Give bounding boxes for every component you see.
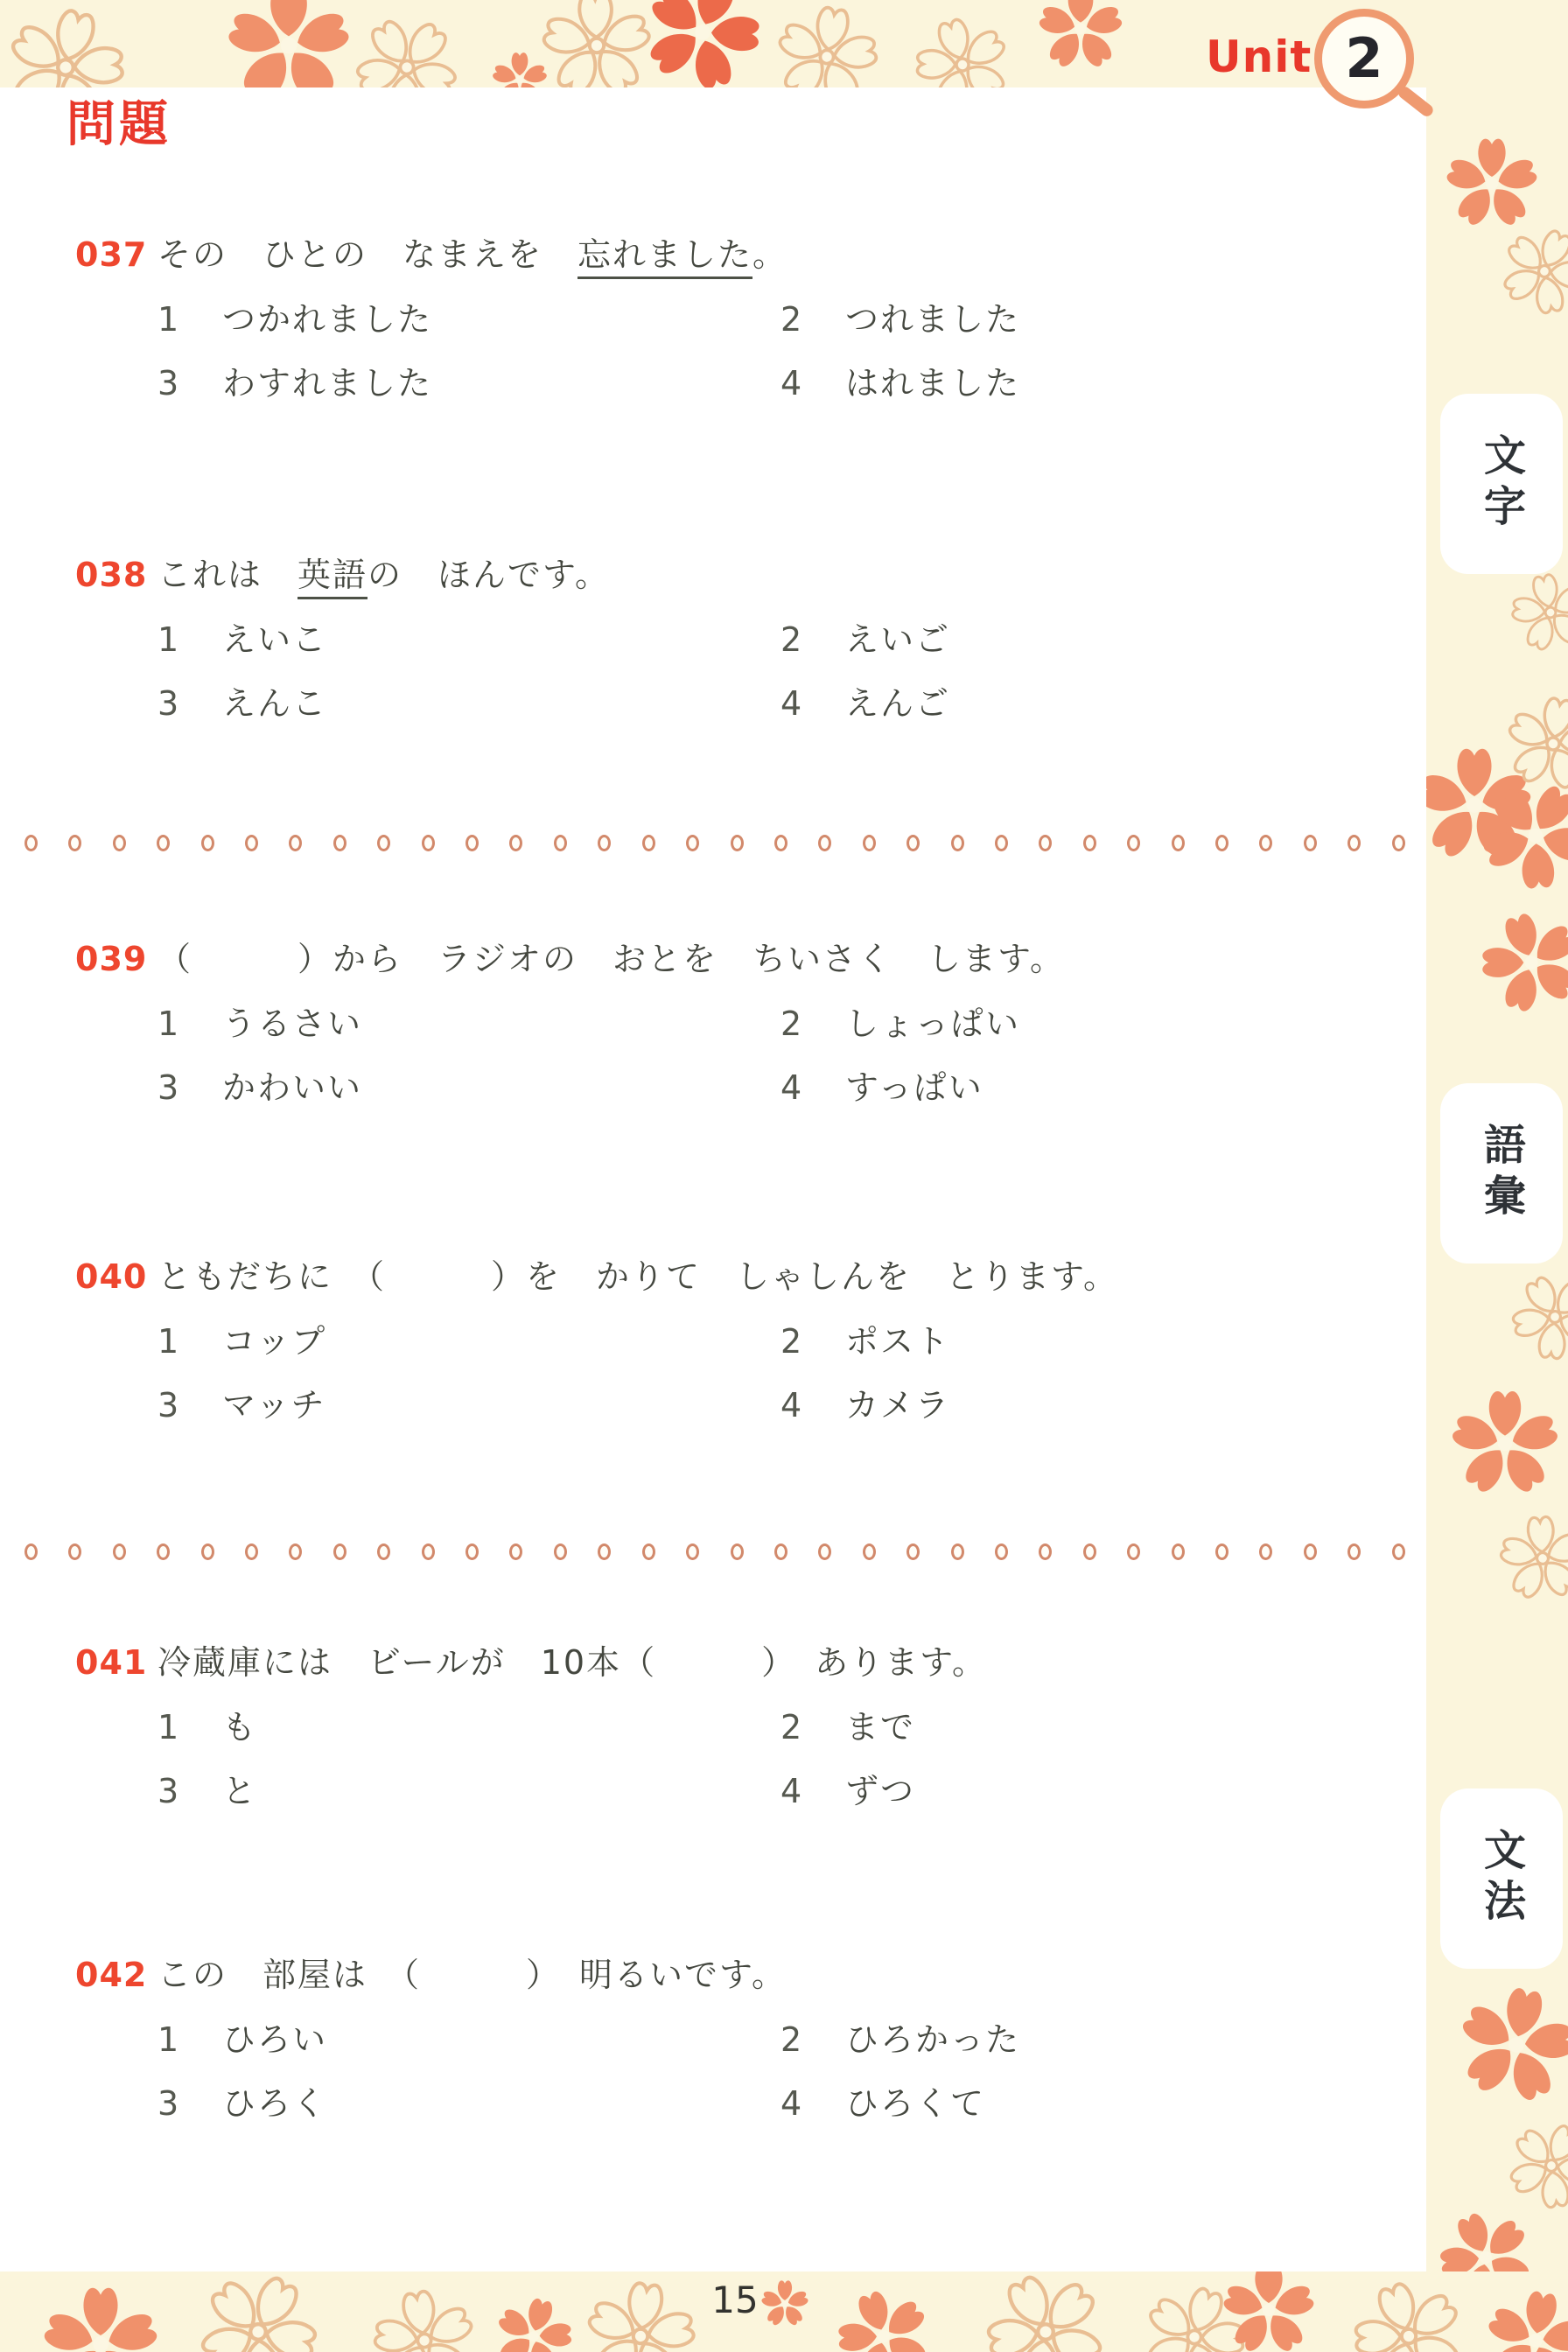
sidebar-tab-label: 文字 bbox=[1476, 433, 1526, 535]
question-037 bbox=[75, 231, 1388, 407]
option-038-1 bbox=[158, 617, 780, 663]
option-039-4 bbox=[780, 1065, 1388, 1111]
question-text: 冷蔵庫には ビールが 10本（ ） あります。 bbox=[158, 1643, 988, 1682]
option-text: わすれました bbox=[222, 364, 433, 403]
option-number: 2 bbox=[780, 2020, 802, 2060]
option-040-4 bbox=[780, 1382, 1388, 1429]
option-text: うるさい bbox=[222, 1004, 363, 1044]
option-text: も bbox=[222, 1708, 258, 1747]
page-title: 問題 bbox=[66, 96, 172, 153]
question-041 bbox=[75, 1639, 1388, 1815]
option-number: 2 bbox=[780, 620, 802, 660]
option-text: すっぱい bbox=[845, 1068, 984, 1108]
question-number: 040 bbox=[75, 1257, 148, 1296]
option-041-1 bbox=[158, 1704, 780, 1751]
option-text: コップ bbox=[222, 1322, 327, 1362]
option-041-2 bbox=[780, 1704, 1388, 1751]
option-039-1 bbox=[158, 1001, 780, 1047]
unit-number-badge-magnifier-icon bbox=[1314, 9, 1414, 108]
option-number: 2 bbox=[780, 300, 802, 340]
page-number: 15 bbox=[711, 2278, 759, 2321]
option-042-4 bbox=[780, 2081, 1388, 2127]
unit-label: Unit bbox=[1206, 32, 1312, 82]
option-042-3 bbox=[158, 2081, 780, 2127]
option-text: まで bbox=[845, 1708, 916, 1747]
option-text: カメラ bbox=[845, 1386, 951, 1425]
option-number: 3 bbox=[158, 2084, 179, 2124]
option-number: 1 bbox=[158, 620, 179, 660]
option-text: つれました bbox=[845, 300, 1021, 340]
option-text: えんこ bbox=[222, 684, 328, 724]
option-040-1 bbox=[158, 1319, 780, 1365]
option-number: 1 bbox=[158, 1322, 179, 1362]
option-038-2 bbox=[780, 617, 1388, 663]
question-number: 042 bbox=[75, 1956, 148, 1994]
option-041-3 bbox=[158, 1768, 780, 1815]
option-text: ひろくて bbox=[845, 2084, 986, 2124]
question-text: この 部屋は （ ） 明るいです。 bbox=[158, 1956, 787, 1994]
option-number: 4 bbox=[780, 1386, 802, 1425]
question-number: 039 bbox=[75, 940, 148, 978]
option-text: はれました bbox=[845, 364, 1021, 403]
option-number: 1 bbox=[158, 1708, 179, 1747]
option-number: 3 bbox=[158, 1386, 179, 1425]
option-text: えいこ bbox=[222, 620, 328, 660]
option-text: しょっぱい bbox=[845, 1004, 1021, 1044]
option-037-3 bbox=[158, 360, 780, 407]
question-number: 041 bbox=[75, 1643, 148, 1682]
option-042-1 bbox=[158, 2017, 780, 2063]
question-text: これは 英語の ほんです。 bbox=[158, 551, 610, 599]
option-text: と bbox=[222, 1772, 258, 1811]
option-040-2 bbox=[780, 1319, 1388, 1365]
option-text: ひろい bbox=[222, 2020, 328, 2060]
option-number: 3 bbox=[158, 1068, 179, 1108]
option-text: ひろく bbox=[222, 2084, 328, 2124]
question-text: （ ）から ラジオの おとを ちいさく します。 bbox=[158, 940, 1065, 978]
sidebar-tab-label: 語彙 bbox=[1476, 1123, 1526, 1224]
option-number: 2 bbox=[780, 1708, 802, 1747]
option-038-4 bbox=[780, 681, 1388, 727]
option-text: えいご bbox=[845, 620, 951, 660]
question-text: その ひとの なまえを 忘れました。 bbox=[158, 231, 788, 279]
option-number: 4 bbox=[780, 2084, 802, 2124]
question-040 bbox=[75, 1253, 1388, 1429]
option-text: マッチ bbox=[222, 1386, 326, 1425]
option-text: ひろかった bbox=[845, 2020, 1021, 2060]
option-text: えんご bbox=[845, 684, 951, 724]
option-037-4 bbox=[780, 360, 1388, 407]
option-number: 3 bbox=[158, 1772, 179, 1811]
option-040-3 bbox=[158, 1382, 780, 1429]
option-text: かわいい bbox=[222, 1068, 363, 1108]
unit-number: 2 bbox=[1345, 26, 1383, 90]
question-039 bbox=[75, 935, 1388, 1111]
option-039-3 bbox=[158, 1065, 780, 1111]
option-042-2 bbox=[780, 2017, 1388, 2063]
option-text: ポスト bbox=[845, 1322, 951, 1362]
option-number: 4 bbox=[780, 1068, 802, 1108]
question-text: ともだちに （ ）を かりて しゃしんを とります。 bbox=[158, 1257, 1118, 1296]
question-number: 038 bbox=[75, 556, 148, 594]
option-number: 1 bbox=[158, 2020, 179, 2060]
option-041-4 bbox=[780, 1768, 1388, 1815]
option-039-2 bbox=[780, 1001, 1388, 1047]
option-number: 3 bbox=[158, 684, 179, 724]
option-number: 2 bbox=[780, 1004, 802, 1044]
option-number: 4 bbox=[780, 364, 802, 403]
option-number: 4 bbox=[780, 684, 802, 724]
option-text: ずつ bbox=[845, 1772, 916, 1811]
option-text: つかれました bbox=[222, 300, 433, 340]
option-number: 4 bbox=[780, 1772, 802, 1811]
option-037-1 bbox=[158, 297, 780, 343]
question-042 bbox=[75, 1951, 1388, 2127]
option-number: 1 bbox=[158, 1004, 179, 1044]
option-037-2 bbox=[780, 297, 1388, 343]
option-number: 3 bbox=[158, 364, 179, 403]
sidebar-tab-label: 文法 bbox=[1476, 1828, 1526, 1929]
option-038-3 bbox=[158, 681, 780, 727]
option-number: 1 bbox=[158, 300, 179, 340]
option-number: 2 bbox=[780, 1322, 802, 1362]
question-038 bbox=[75, 551, 1388, 727]
question-number: 037 bbox=[75, 235, 148, 274]
